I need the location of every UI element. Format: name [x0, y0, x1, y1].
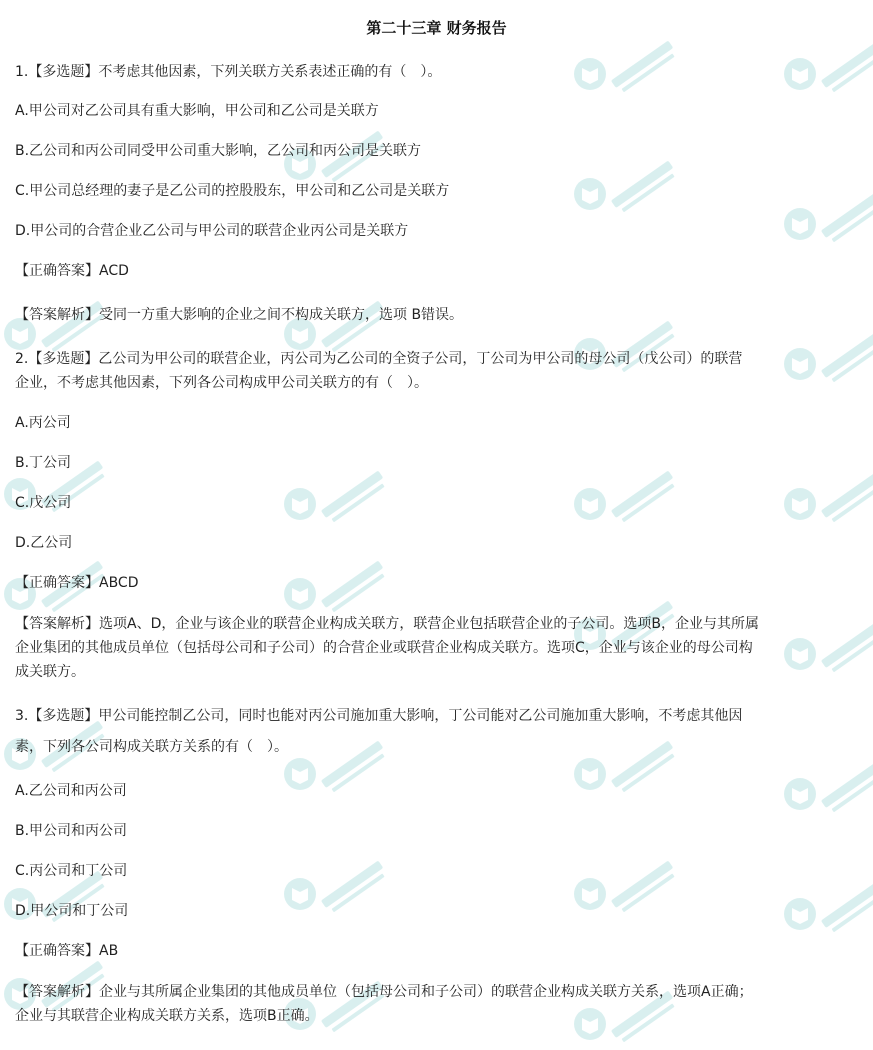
question-1-option-d: D.甲公司的合营企业乙公司与甲公司的联营企业丙公司是关联方: [15, 223, 409, 239]
chapter-title: 第二十三章 财务报告: [366, 19, 507, 37]
question-3-option-a: A.乙公司和丙公司: [15, 783, 127, 799]
question-1-analysis: 【答案解析】受同一方重大影响的企业之间不构成关联方，选项 B错误。: [15, 307, 464, 323]
question-2-stem-line-2: 企业，不考虑其他因素，下列各公司构成甲公司关联方的有（ ）。: [15, 375, 428, 391]
question-2-option-d: D.乙公司: [15, 535, 73, 551]
question-1-option-b: B.乙公司和丙公司同受甲公司重大影响，乙公司和丙公司是关联方: [15, 143, 422, 159]
question-2-analysis-line-1: 【答案解析】选项A、D，企业与该企业的联营企业构成关联方，联营企业包括联营企业的子公司。选项B，企业与其所属: [15, 616, 759, 632]
question-2-option-b: B.丁公司: [15, 455, 72, 471]
question-2-stem-line-1: 2.【多选题】乙公司为甲公司的联营企业，丙公司为乙公司的全资子公司，丁公司为甲公司的母公司（戊公司）的联营: [15, 351, 743, 367]
question-1-answer: 【正确答案】ACD: [15, 263, 129, 279]
question-3-analysis-line-2: 企业与其联营企业构成关联方关系，选项B正确。: [15, 1008, 319, 1024]
question-3-option-b: B.甲公司和丙公司: [15, 823, 128, 839]
question-1-option-a: A.甲公司对乙公司具有重大影响，甲公司和乙公司是关联方: [15, 103, 379, 119]
question-2-option-c: C.戊公司: [15, 495, 72, 511]
question-3-answer: 【正确答案】AB: [15, 943, 119, 959]
question-3-stem-line-1: 3.【多选题】甲公司能控制乙公司，同时也能对丙公司施加重大影响，丁公司能对乙公司施加重大影响，不考虑其他因: [15, 708, 743, 724]
question-3-analysis-line-1: 【答案解析】企业与其所属企业集团的其他成员单位（包括母公司和子公司）的联营企业构成关联方关系，选项A正确；: [15, 984, 753, 1000]
question-3-option-c: C.丙公司和丁公司: [15, 863, 128, 879]
question-1-stem: 1.【多选题】不考虑其他因素，下列关联方关系表述正确的有（ ）。: [15, 64, 442, 80]
question-1-option-c: C.甲公司总经理的妻子是乙公司的控股股东，甲公司和乙公司是关联方: [15, 183, 450, 199]
question-2-analysis-line-3: 成关联方。: [15, 664, 85, 680]
question-3-stem-line-2: 素，下列各公司构成关联方关系的有（ ）。: [15, 739, 288, 755]
question-2-option-a: A.丙公司: [15, 415, 71, 431]
question-2-answer: 【正确答案】ABCD: [15, 575, 139, 591]
question-3-option-d: D.甲公司和丁公司: [15, 903, 129, 919]
question-2-analysis-line-2: 企业集团的其他成员单位（包括母公司和子公司）的合营企业或联营企业构成关联方。选项C，企业与该企业的母公司构: [15, 640, 753, 656]
